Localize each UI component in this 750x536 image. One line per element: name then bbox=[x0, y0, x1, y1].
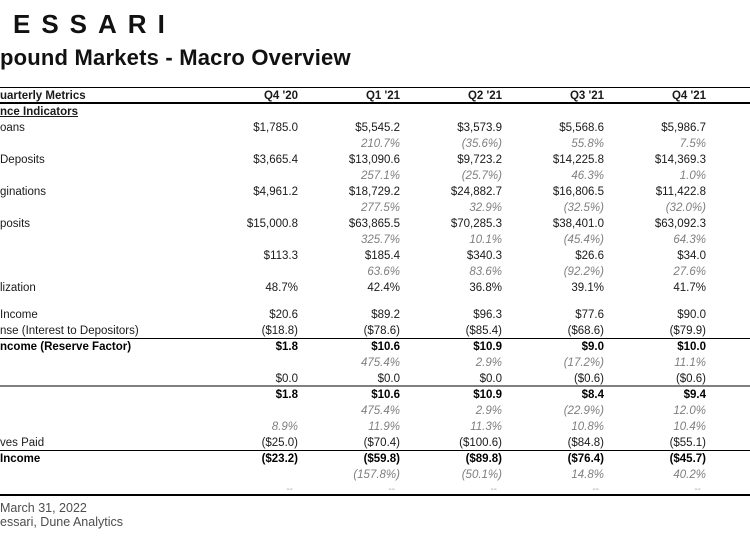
cell-value: 7.5% bbox=[679, 138, 706, 150]
cell-value: (157.8%) bbox=[353, 469, 400, 481]
row-label: lization bbox=[0, 282, 36, 294]
cell-value: $16,806.5 bbox=[552, 186, 604, 198]
cell-value: 8.9% bbox=[271, 421, 298, 433]
cell-value: 41.7% bbox=[673, 282, 706, 294]
table-row bbox=[0, 387, 750, 403]
cell-value: 2.9% bbox=[475, 357, 502, 369]
cell-value: 64.3% bbox=[673, 234, 706, 246]
cell-value: (25.7%) bbox=[461, 170, 502, 182]
table-row bbox=[0, 483, 750, 496]
cell-value: 83.6% bbox=[469, 266, 502, 278]
column-header-metrics: uarterly Metrics bbox=[0, 90, 86, 102]
column-header-q4-20: Q4 '20 bbox=[263, 90, 298, 102]
cell-value: 14.8% bbox=[571, 469, 604, 481]
table-row bbox=[0, 168, 750, 184]
cell-value: $15,000.8 bbox=[246, 218, 298, 230]
cell-value: 325.7% bbox=[360, 234, 400, 246]
cell-value: 10.4% bbox=[673, 421, 706, 433]
cell-value: $1.8 bbox=[275, 389, 298, 401]
cell-value: 32.9% bbox=[469, 202, 502, 214]
cell-value: ($89.8) bbox=[465, 453, 502, 465]
cell-value: 11.3% bbox=[470, 421, 502, 433]
cell-value: -- bbox=[592, 484, 599, 495]
row-label: Deposits bbox=[0, 154, 45, 166]
column-header-q1-21: Q1 '21 bbox=[365, 90, 400, 102]
cell-value: $18,729.2 bbox=[348, 186, 400, 198]
cell-value: 48.7% bbox=[265, 282, 298, 294]
cell-value: $10.9 bbox=[473, 389, 502, 401]
cell-value: $63,092.3 bbox=[654, 218, 706, 230]
table-row bbox=[0, 403, 750, 419]
cell-value: $34.0 bbox=[677, 250, 706, 262]
table-row bbox=[0, 120, 750, 136]
row-label: nse (Interest to Depositors) bbox=[0, 325, 139, 337]
cell-value: $77.6 bbox=[575, 309, 604, 321]
cell-value: ($45.7) bbox=[669, 453, 706, 465]
cell-value: $89.2 bbox=[371, 309, 400, 321]
cell-value: 40.2% bbox=[673, 469, 706, 481]
cell-value: 257.1% bbox=[360, 170, 400, 182]
cell-value: -- bbox=[694, 484, 701, 495]
table-rows bbox=[0, 120, 750, 496]
footer-as-of-date: March 31, 2022 bbox=[0, 501, 87, 515]
cell-value: (92.2%) bbox=[563, 266, 604, 278]
cell-value: ($100.6) bbox=[459, 437, 502, 449]
cell-value: $10.6 bbox=[371, 341, 400, 353]
cell-value: $1.8 bbox=[275, 341, 298, 353]
cell-value: $14,369.3 bbox=[654, 154, 706, 166]
section-header-row bbox=[0, 104, 750, 120]
column-header-q2-21: Q2 '21 bbox=[467, 90, 502, 102]
cell-value: $90.0 bbox=[677, 309, 706, 321]
cell-value: 11.9% bbox=[368, 421, 400, 433]
cell-value: $5,545.2 bbox=[355, 122, 400, 134]
cell-value: ($68.6) bbox=[567, 325, 604, 337]
cell-value: $9.0 bbox=[581, 341, 604, 353]
table-row bbox=[0, 184, 750, 200]
cell-value: $3,573.9 bbox=[457, 122, 502, 134]
table-header-row bbox=[0, 87, 750, 104]
cell-value: 12.0% bbox=[673, 405, 706, 417]
cell-value: $24,882.7 bbox=[450, 186, 502, 198]
cell-value: ($84.8) bbox=[567, 437, 604, 449]
cell-value: 46.3% bbox=[571, 170, 604, 182]
table-row bbox=[0, 323, 750, 339]
cell-value: 55.8% bbox=[571, 138, 604, 150]
row-label: ves Paid bbox=[0, 437, 45, 449]
cell-value: 27.6% bbox=[673, 266, 706, 278]
cell-value: $5,986.7 bbox=[661, 122, 706, 134]
column-header-q3-21: Q3 '21 bbox=[569, 90, 604, 102]
cell-value: $0.0 bbox=[377, 373, 400, 385]
table-row bbox=[0, 264, 750, 280]
cell-value: $11,422.8 bbox=[655, 186, 706, 198]
cell-value: ($85.4) bbox=[465, 325, 502, 337]
cell-value: 475.4% bbox=[360, 357, 400, 369]
cell-value: ($0.6) bbox=[573, 373, 604, 385]
cell-value: $3,665.4 bbox=[253, 154, 298, 166]
cell-value: (32.0%) bbox=[665, 202, 706, 214]
cell-value: (22.9%) bbox=[563, 405, 604, 417]
table-row bbox=[0, 152, 750, 168]
cell-value: 63.6% bbox=[367, 266, 400, 278]
table-row bbox=[0, 371, 750, 387]
report-footer bbox=[0, 501, 750, 529]
cell-value: 2.9% bbox=[475, 405, 502, 417]
cell-value: $4,961.2 bbox=[253, 186, 298, 198]
cell-value: ($55.1) bbox=[669, 437, 706, 449]
cell-value: -- bbox=[490, 484, 497, 495]
cell-value: $185.4 bbox=[364, 250, 400, 262]
cell-value: $8.4 bbox=[581, 389, 604, 401]
cell-value: $10.9 bbox=[473, 341, 502, 353]
table-row bbox=[0, 232, 750, 248]
cell-value: $113.3 bbox=[263, 250, 298, 262]
cell-value: $10.0 bbox=[677, 341, 706, 353]
cell-value: 1.0% bbox=[679, 170, 706, 182]
table-row bbox=[0, 307, 750, 323]
table-row bbox=[0, 355, 750, 371]
cell-value: 36.8% bbox=[469, 282, 502, 294]
cell-value: (32.5%) bbox=[563, 202, 604, 214]
messari-logo: ESSARI bbox=[13, 9, 176, 39]
row-label: oans bbox=[0, 122, 25, 134]
table-row bbox=[0, 136, 750, 152]
table-row bbox=[0, 467, 750, 483]
cell-value: $0.0 bbox=[275, 373, 298, 385]
table-row bbox=[0, 216, 750, 232]
cell-value: ($76.4) bbox=[567, 453, 604, 465]
cell-value: 277.5% bbox=[360, 202, 400, 214]
cell-value: $9.4 bbox=[683, 389, 706, 401]
cell-value: 42.4% bbox=[367, 282, 400, 294]
cell-value: $1,785.0 bbox=[253, 122, 298, 134]
cell-value: $38,401.0 bbox=[552, 218, 604, 230]
cell-value: $26.6 bbox=[575, 250, 604, 262]
cell-value: 11.1% bbox=[674, 357, 706, 369]
page-title: pound Markets - Macro Overview bbox=[0, 45, 351, 70]
cell-value: ($25.0) bbox=[261, 437, 298, 449]
cell-value: ($18.8) bbox=[261, 325, 298, 337]
cell-value: 39.1% bbox=[571, 282, 604, 294]
table-row bbox=[0, 280, 750, 296]
cell-value: 10.8% bbox=[571, 421, 604, 433]
cell-value: 475.4% bbox=[360, 405, 400, 417]
cell-value: (17.2%) bbox=[563, 357, 604, 369]
cell-value: (35.6%) bbox=[461, 138, 502, 150]
cell-value: (45.4%) bbox=[563, 234, 604, 246]
cell-value: $340.3 bbox=[466, 250, 502, 262]
cell-value: $5,568.6 bbox=[559, 122, 604, 134]
table-row bbox=[0, 200, 750, 216]
table-row bbox=[0, 435, 750, 451]
cell-value: $13,090.6 bbox=[348, 154, 400, 166]
cell-value: $96.3 bbox=[473, 309, 502, 321]
table-row bbox=[0, 339, 750, 355]
column-header-q4-21: Q4 '21 bbox=[671, 90, 706, 102]
table-row bbox=[0, 451, 750, 467]
section-header-label: nce Indicators bbox=[0, 106, 78, 118]
row-label: ginations bbox=[0, 186, 47, 198]
footer-source: essari, Dune Analytics bbox=[0, 515, 123, 529]
row-label: posits bbox=[0, 218, 31, 230]
cell-value: $0.0 bbox=[479, 373, 502, 385]
row-label: Income bbox=[0, 453, 41, 465]
cell-value: $10.6 bbox=[371, 389, 400, 401]
metrics-table bbox=[0, 87, 750, 496]
cell-value: $20.6 bbox=[269, 309, 298, 321]
table-row bbox=[0, 296, 750, 307]
cell-value: $63,865.5 bbox=[348, 218, 400, 230]
cell-value: ($59.8) bbox=[363, 453, 400, 465]
cell-value: ($23.2) bbox=[261, 453, 298, 465]
cell-value: ($0.6) bbox=[675, 373, 706, 385]
row-label: ncome (Reserve Factor) bbox=[0, 341, 132, 353]
cell-value: (50.1%) bbox=[461, 469, 502, 481]
cell-value: $9,723.2 bbox=[457, 154, 502, 166]
cell-value: $14,225.8 bbox=[552, 154, 604, 166]
cell-value: ($78.6) bbox=[363, 325, 400, 337]
table-row bbox=[0, 419, 750, 435]
cell-value: $70,285.3 bbox=[450, 218, 502, 230]
cell-value: ($79.9) bbox=[669, 325, 706, 337]
cell-value: 10.1% bbox=[469, 234, 502, 246]
row-label: Income bbox=[0, 309, 38, 321]
cell-value: -- bbox=[388, 484, 395, 495]
cell-value: -- bbox=[286, 484, 293, 495]
cell-value: ($70.4) bbox=[363, 437, 400, 449]
table-row bbox=[0, 248, 750, 264]
cell-value: 210.7% bbox=[360, 138, 400, 150]
